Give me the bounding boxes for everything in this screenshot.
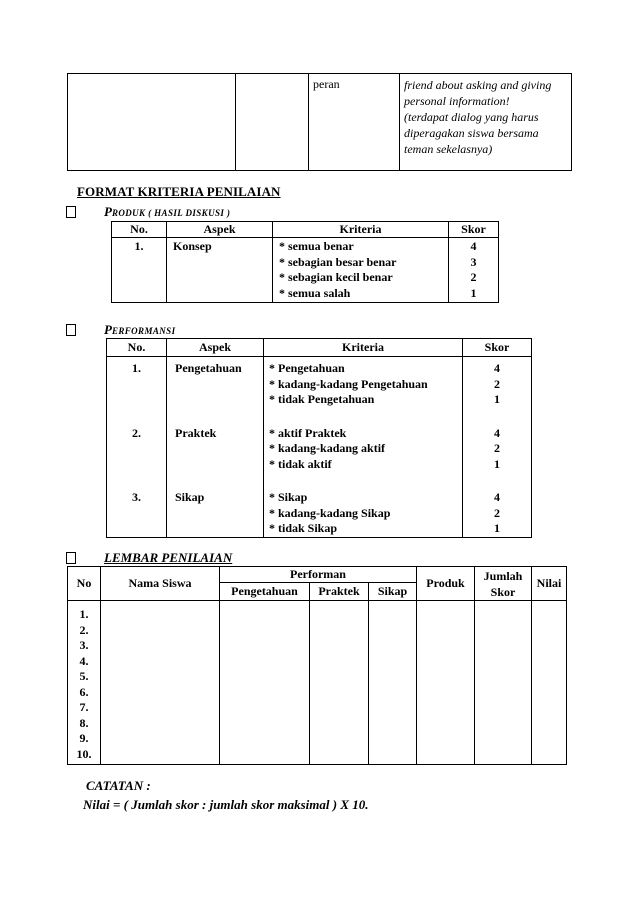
perf-no-text: 1. [132, 361, 141, 375]
kriteria-item: * tidak Sikap [269, 521, 338, 535]
performansi-label-rest: ERFORMANSI [111, 326, 176, 336]
produk-table [111, 221, 499, 303]
top-cell-1 [68, 74, 236, 171]
praktek-cell[interactable] [310, 601, 369, 765]
sikap-cell[interactable] [369, 601, 417, 765]
col-header: Kriteria [273, 222, 449, 238]
perf-no-text: 3. [132, 490, 141, 504]
performansi-label [104, 322, 175, 338]
nama-siswa-cell[interactable] [101, 601, 220, 765]
kriteria-item: * sebagian kecil benar [279, 270, 393, 284]
kriteria-item: * sebagian besar benar [279, 254, 397, 269]
perf-aspek [167, 357, 264, 538]
lembar-label-text: LEMBAR PENILAIAN [104, 550, 233, 565]
top-cell-description [400, 74, 572, 171]
kriteria-item: * tidak aktif [269, 456, 332, 471]
performansi-heading [66, 323, 76, 341]
produk-heading [66, 205, 76, 223]
catatan-formula: Nilai = ( Jumlah skor : jumlah skor maksimal ) X 10. [83, 797, 369, 812]
desc-line: personal information! [404, 94, 510, 108]
skor-item: 4 [494, 490, 500, 504]
top-cell-peran [309, 74, 400, 171]
produk-no: 1. [112, 238, 167, 303]
produk-kriteria [273, 238, 449, 303]
kriteria-item: * Sikap [269, 490, 308, 504]
skor-item: 4 [494, 361, 500, 375]
col-header-praktek: Praktek [310, 583, 369, 601]
perf-aspek-text: Sikap [175, 490, 205, 504]
lembar-penilaian-table [67, 566, 567, 765]
catatan-block [83, 776, 369, 814]
col-header-nilai: Nilai [532, 567, 567, 601]
row-number: 9. [79, 731, 89, 745]
produk-label-first: P [104, 204, 112, 219]
format-title-text: FORMAT KRITERIA PENILAIAN [77, 184, 281, 199]
row-number: 3. [79, 638, 89, 652]
pengetahuan-cell[interactable] [220, 601, 310, 765]
kriteria-item: * Pengetahuan [269, 361, 345, 375]
row-number: 2. [79, 622, 89, 637]
jumlah-line: Jumlah [483, 568, 523, 583]
kriteria-item: * kadang-kadang Sikap [269, 505, 391, 520]
skor-item: 1 [494, 521, 500, 535]
jumlah-line: Skor [490, 584, 516, 599]
perf-no [107, 357, 167, 538]
skor-item: 2 [494, 505, 500, 520]
top-continuation-table [67, 73, 572, 171]
skor-item: 1 [494, 392, 500, 406]
col-header-performan: Performan [220, 567, 417, 583]
kriteria-item: * semua salah [279, 285, 351, 300]
lembar-label [99, 550, 232, 566]
col-header-sikap: Sikap [369, 583, 417, 601]
skor-item: 2 [494, 441, 500, 455]
perf-aspek-text: Praktek [175, 425, 217, 440]
row-number: 7. [79, 700, 89, 714]
col-header-nama: Nama Siswa [101, 567, 220, 601]
kriteria-item: * aktif Praktek [269, 425, 347, 440]
skor-item: 3 [470, 254, 477, 269]
skor-item: 4 [470, 239, 477, 253]
produk-skor [449, 238, 499, 303]
produk-cell[interactable] [417, 601, 475, 765]
kriteria-item: * kadang-kadang aktif [269, 441, 386, 455]
row-number: 5. [79, 669, 89, 683]
skor-item: 4 [494, 425, 500, 440]
format-title [77, 184, 303, 200]
col-header: No. [112, 222, 167, 238]
col-header: Kriteria [264, 339, 463, 357]
row-number: 8. [79, 715, 89, 730]
lembar-numbers [68, 601, 101, 765]
col-header-produk: Produk [417, 567, 475, 601]
col-header: Skor [463, 339, 532, 357]
row-number: 10. [76, 746, 92, 761]
skor-item: 1 [470, 285, 477, 300]
perf-kriteria [264, 357, 463, 538]
row-number: 6. [79, 684, 89, 699]
perf-aspek-text: Pengetahuan [175, 361, 242, 375]
skor-item: 2 [494, 376, 500, 391]
kriteria-item: * semua benar [279, 239, 354, 253]
kriteria-item: * kadang-kadang Pengetahuan [269, 376, 428, 391]
produk-label-rest: RODUK ( HASIL DISKUSI ) [111, 208, 231, 218]
performansi-label-first: P [104, 322, 112, 337]
table-row [68, 601, 567, 765]
nilai-cell[interactable] [532, 601, 567, 765]
bullet-icon [66, 206, 76, 218]
produk-label [104, 204, 230, 220]
col-header: Aspek [167, 222, 273, 238]
skor-item: 1 [494, 456, 500, 471]
kriteria-item: * tidak Pengetahuan [269, 392, 375, 406]
col-header-no: No [68, 567, 101, 601]
jumlah-skor-cell[interactable] [475, 601, 532, 765]
table-row [112, 238, 499, 303]
desc-line: (terdapat dialog yang harus [404, 110, 539, 124]
bullet-icon [66, 552, 76, 564]
performansi-table [106, 338, 532, 538]
produk-aspek: Konsep [167, 238, 273, 303]
col-header-pengetahuan: Pengetahuan [220, 583, 310, 601]
col-header: Aspek [167, 339, 264, 357]
skor-item: 2 [470, 270, 477, 284]
table-row [107, 357, 532, 538]
peran-text: peran [313, 77, 340, 91]
perf-skor [463, 357, 532, 538]
col-header-jumlah [475, 567, 532, 601]
desc-line: teman sekelasnya) [404, 142, 493, 156]
perf-no-text: 2. [132, 425, 141, 440]
col-header: No. [107, 339, 167, 357]
row-number: 1. [79, 607, 89, 621]
catatan-title: CATATAN : [86, 778, 151, 793]
row-number: 4. [79, 653, 89, 668]
top-cell-2 [236, 74, 309, 171]
bullet-icon [66, 324, 76, 336]
col-header: Skor [449, 222, 499, 238]
desc-line: friend about asking and giving [404, 78, 552, 92]
desc-line: diperagakan siswa bersama [404, 126, 539, 140]
